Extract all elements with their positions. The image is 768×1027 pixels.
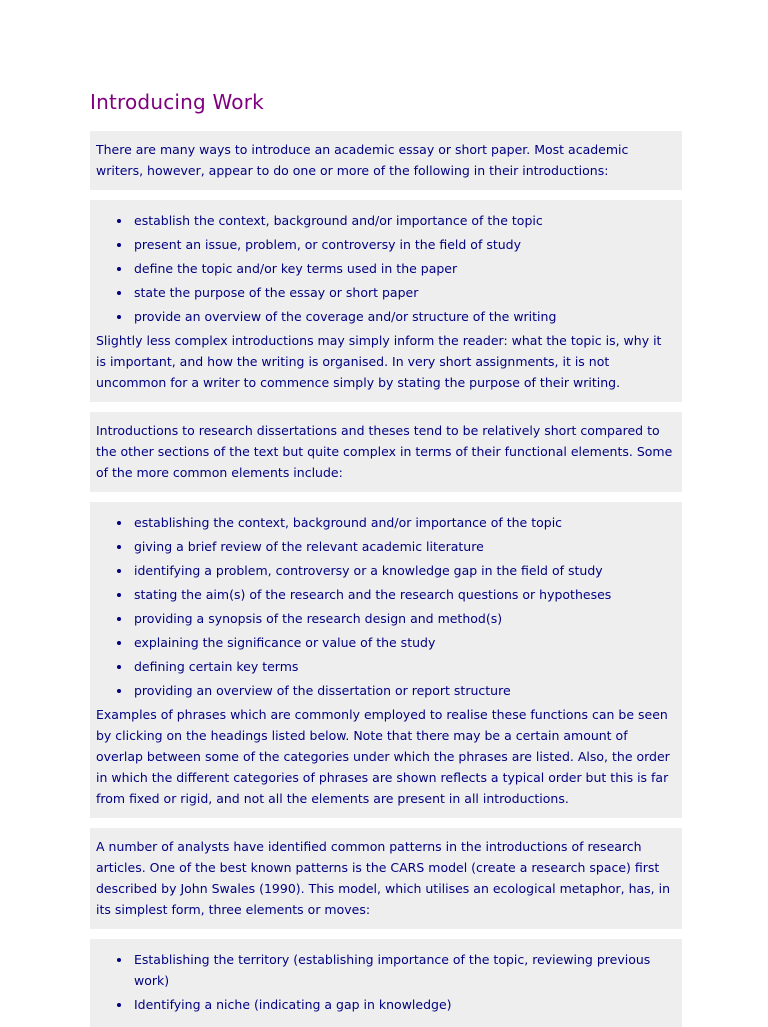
essay-introductions-list-block [90,200,682,402]
list-item: • establish the context, background and/or importance of the topic [132,210,674,231]
dissertation-elements-list-block [90,502,682,818]
slightly-less-complex-paragraph: Slightly less complex introductions may simply inform the reader: what the topic is, why it is important, and how the writing is organised. In very short assignments, it is not uncommon for a writer to commence simply by stating the purpose of their writing. [96,333,662,390]
cars-model-paragraph-block [90,828,682,929]
list-item: • define the topic and/or key terms used in the paper [132,258,674,279]
examples-of-phrases-paragraph: Examples of phrases which are commonly employed to realise these functions can be seen by clicking on the headings listed below. Note that there may be a certain amount of overlap between some of the categories under which the phrases are listed. Also, the order in which the different categories of phrases are shown reflects a typical order but this is far from fixed or rigid, and not all the elements are present in all introductions. [96,707,670,806]
list-item: • establishing the context, background and/or importance of the topic [132,512,674,533]
list-item: • explaining the significance or value of the study [132,632,674,653]
list-item: • state the purpose of the essay or short paper [132,282,674,303]
list-item: • providing a synopsis of the research design and method(s) [132,608,674,629]
list-item: • providing an overview of the dissertation or report structure [132,680,674,701]
dissertations-paragraph-block [90,412,682,492]
page-title: Introducing Work [90,90,264,114]
intro-paragraph-block [90,131,682,190]
list-item: • stating the aim(s) of the research and the research questions or hypotheses [132,584,674,605]
list-item: • present an issue, problem, or controversy in the field of study [132,234,674,255]
dissertations-paragraph: Introductions to research dissertations and theses tend to be relatively short compared to the other sections of the text but quite complex in terms of their functional elements. Some of the more common elements include: [96,423,673,480]
list-item: • defining certain key terms [132,656,674,677]
cars-moves-list [96,949,674,1015]
essay-introductions-list [96,210,674,327]
list-item: • provide an overview of the coverage and/or structure of the writing [132,306,674,327]
intro-paragraph: There are many ways to introduce an academic essay or short paper. Most academic writers, however, appear to do one or more of the following in their introductions: [96,142,629,178]
cars-moves-list-block [90,939,682,1027]
list-item: • Establishing the territory (establishing importance of the topic, reviewing previous work) [132,949,674,991]
cars-model-paragraph: A number of analysts have identified common patterns in the introductions of research articles. One of the best known patterns is the CARS model (create a research space) first described by John Swales (1990). This model, which utilises an ecological metaphor, has, in its simplest form, three elements or moves: [96,839,671,917]
list-item: • Identifying a niche (indicating a gap in knowledge) [132,994,674,1015]
list-item: • giving a brief review of the relevant academic literature [132,536,674,557]
list-item: • identifying a problem, controversy or a knowledge gap in the field of study [132,560,674,581]
dissertation-elements-list [96,512,674,701]
